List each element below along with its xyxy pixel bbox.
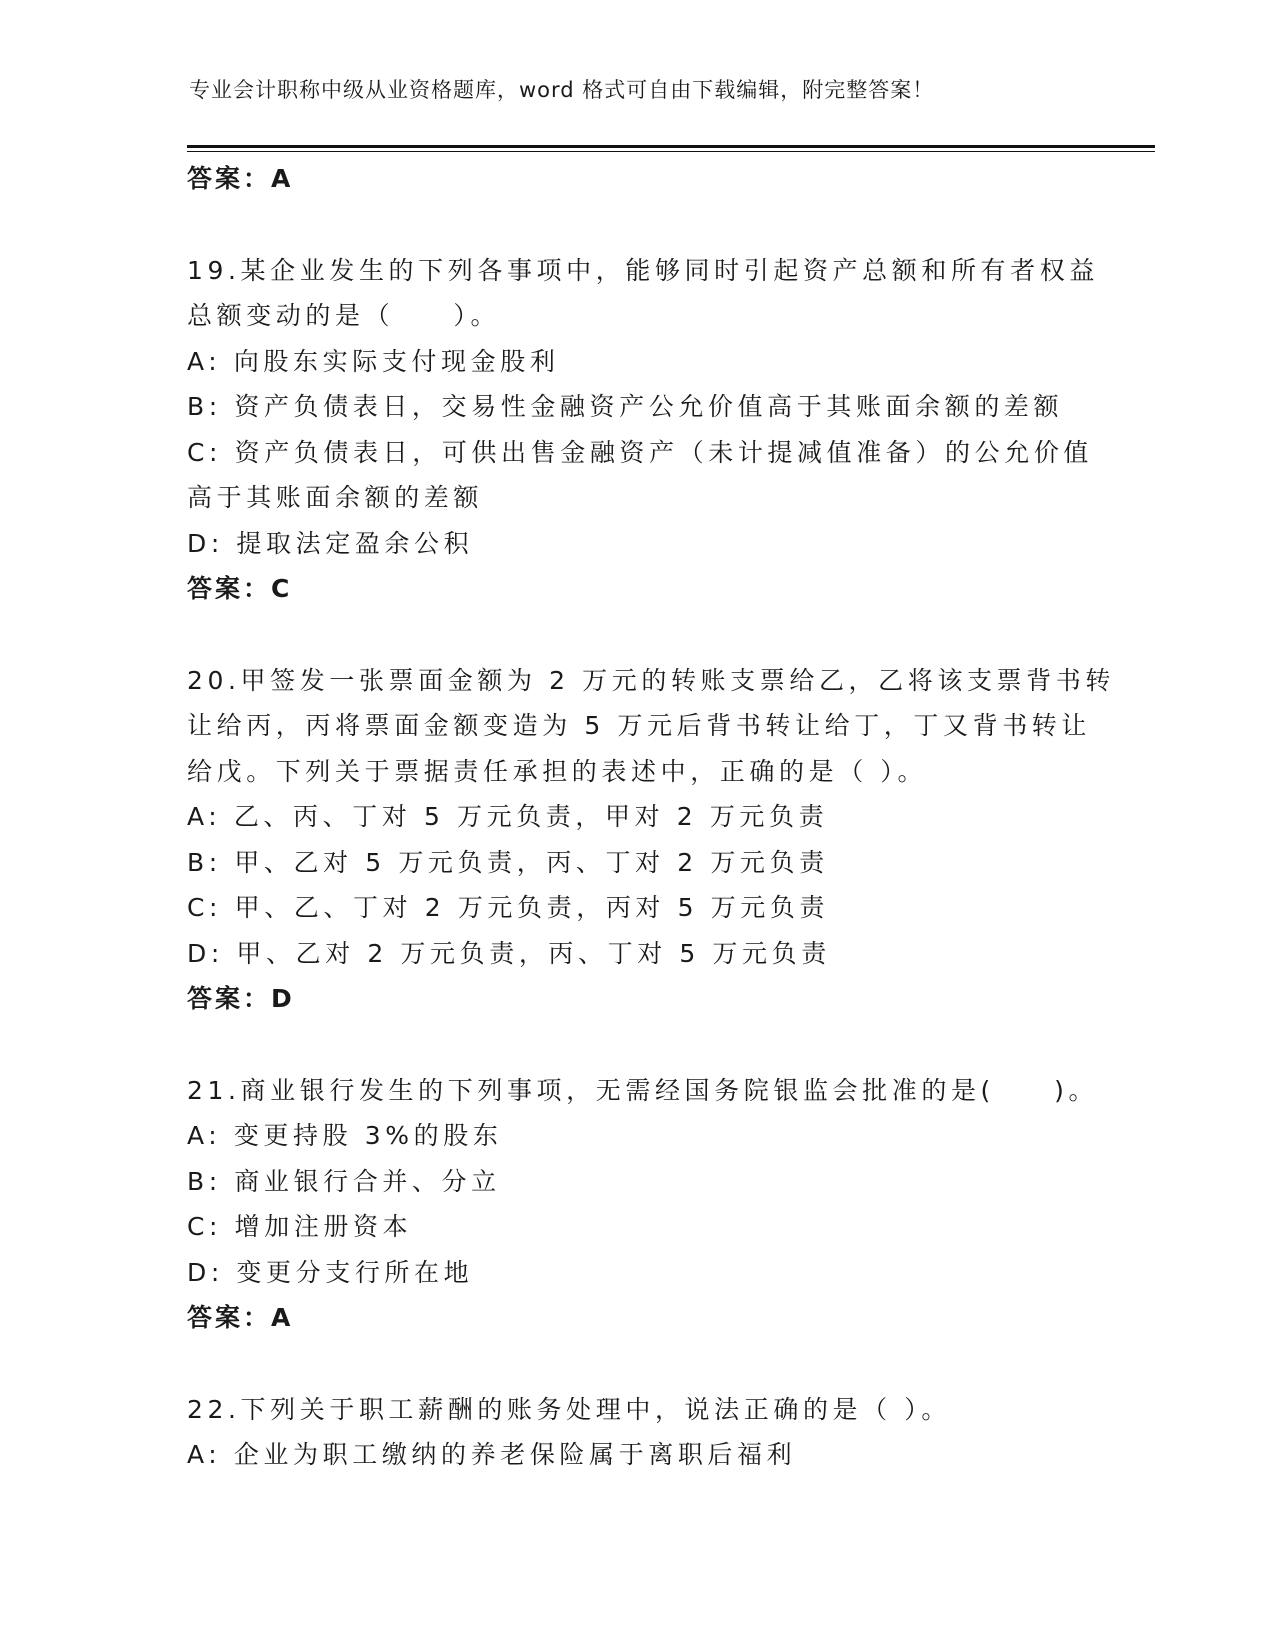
option-c: C: 资产负债表日，可供出售金融资产（未计提减值准备）的公允价值 (187, 437, 1094, 467)
answer-line: 答案：D (187, 984, 295, 1013)
question-stem-line: 21.商业银行发生的下列事项，无需经国务院银监会批准的是( )。 (187, 1075, 1099, 1105)
option-b: B: 资产负债表日，交易性金融资产公允价值高于其账面余额的差额 (187, 392, 1064, 421)
spacer (187, 1341, 1087, 1387)
answer-line: 答案：A (187, 164, 294, 193)
option-c-continued: 高于其账面余额的差额 (187, 483, 484, 512)
answer-line: 答案：A (187, 1303, 294, 1332)
question-stem-line: 总额变动的是（ ）。 (187, 301, 501, 330)
header-rule-thin (187, 151, 1155, 152)
option-d: D: 提取法定盈余公积 (187, 528, 474, 558)
spacer (187, 1022, 1087, 1068)
question-19 (187, 248, 1099, 612)
question-stem-line: 19.某企业发生的下列各事项中，能够同时引起资产总额和所有者权益 (187, 255, 1099, 285)
option-b: B: 甲、乙对 5 万元负责，丙、丁对 2 万元负责 (187, 847, 829, 877)
option-a: A: 向股东实际支付现金股利 (187, 346, 560, 376)
option-d: D: 甲、乙对 2 万元负责，丙、丁对 5 万元负责 (187, 938, 831, 968)
option-c: C: 增加注册资本 (187, 1212, 413, 1241)
answer-line: 答案：C (187, 574, 293, 603)
spacer (187, 612, 1087, 658)
option-b: B: 商业银行合并、分立 (187, 1166, 501, 1196)
option-c: C: 甲、乙、丁对 2 万元负责，丙对 5 万元负责 (187, 893, 830, 922)
header-rule-thick (187, 145, 1155, 148)
question-content (187, 156, 1115, 1478)
option-a: A: 变更持股 3%的股东 (187, 1121, 503, 1150)
question-stem-line: 20.甲签发一张票面金额为 2 万元的转账支票给乙，乙将该支票背书转 (187, 665, 1115, 695)
page-header: 专业会计职称中级从业资格题库，word 格式可自由下载编辑，附完整答案！ (189, 78, 935, 102)
question-stem-line: 让给丙，丙将票面金额变造为 5 万元后背书转让给丁，丁又背书转让 (187, 711, 1092, 740)
option-a: A: 企业为职工缴纳的养老保险属于离职后福利 (187, 1440, 797, 1469)
option-d: D: 变更分支行所在地 (187, 1257, 474, 1287)
question-22 (187, 1387, 1087, 1478)
option-a: A: 乙、丙、丁对 5 万元负责，甲对 2 万元负责 (187, 802, 829, 831)
question-20 (187, 658, 1115, 1022)
question-stem-line: 给戊。下列关于票据责任承担的表述中，正确的是（ ）。 (187, 756, 928, 786)
question-stem-line: 22.下列关于职工薪酬的账务处理中，说法正确的是（ ）。 (187, 1394, 952, 1424)
spacer (187, 202, 1087, 248)
question-21 (187, 1068, 1099, 1341)
